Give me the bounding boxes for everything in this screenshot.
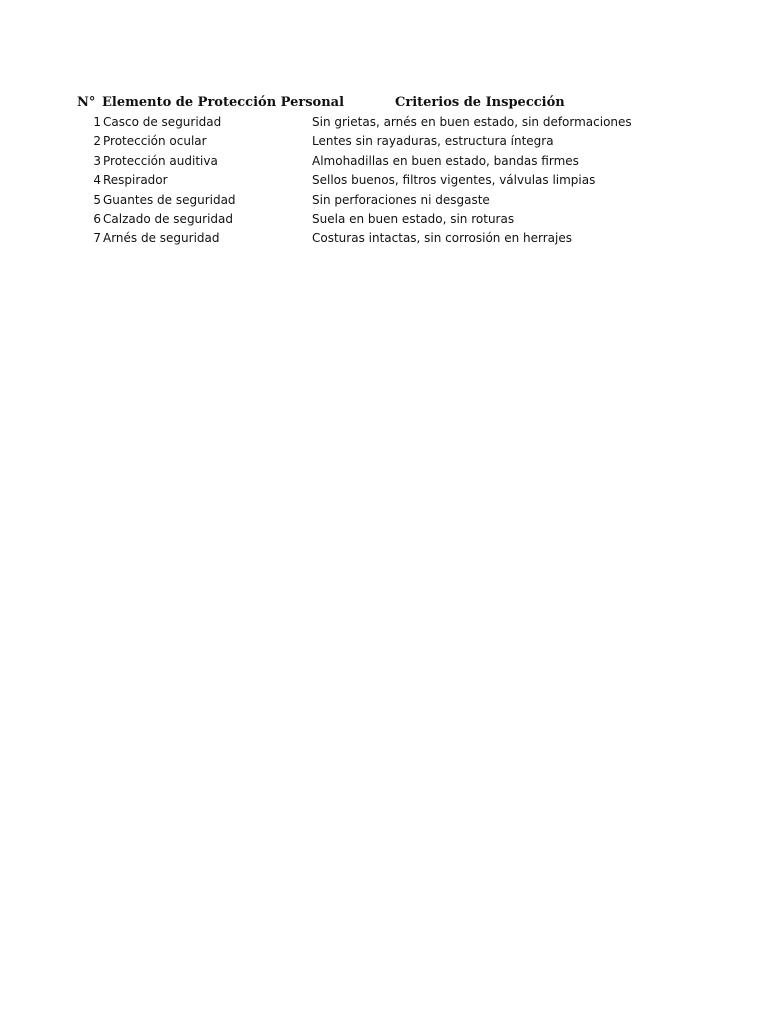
- header-element: Elemento de Protección Personal: [102, 95, 345, 110]
- row-criteria: Almohadillas en buen estado, bandas firmes: [312, 153, 579, 168]
- table-row: [74, 152, 634, 171]
- table-row: [74, 210, 634, 229]
- row-element: Respirador: [103, 173, 168, 188]
- row-element: Protección ocular: [103, 134, 207, 149]
- row-number: 5: [93, 192, 101, 207]
- header-number: N°: [77, 95, 96, 110]
- row-criteria: Sin grietas, arnés en buen estado, sin deformaciones: [312, 115, 632, 129]
- table-row: [74, 191, 634, 210]
- table-row: [74, 171, 634, 190]
- table-row: [74, 229, 634, 248]
- row-element: Protección auditiva: [103, 153, 218, 168]
- row-number: 3: [93, 153, 101, 168]
- row-criteria: Sellos buenos, filtros vigentes, válvulas limpias: [312, 173, 596, 188]
- row-element: Calzado de seguridad: [103, 211, 234, 226]
- header-criteria: Criterios de Inspección: [395, 95, 565, 110]
- row-element: Arnés de seguridad: [103, 231, 220, 246]
- row-criteria: Suela en buen estado, sin roturas: [312, 211, 515, 226]
- row-number: 4: [93, 173, 101, 188]
- ppe-inspection-table: [74, 93, 634, 249]
- row-number: 7: [93, 231, 101, 246]
- table-row: [74, 132, 634, 151]
- table-row: [74, 113, 634, 132]
- row-number: 2: [93, 134, 101, 149]
- row-criteria: Lentes sin rayaduras, estructura íntegra: [312, 134, 554, 149]
- row-element: Guantes de seguridad: [103, 192, 236, 207]
- table-header-row: [74, 93, 634, 113]
- row-criteria: Sin perforaciones ni desgaste: [312, 192, 490, 207]
- row-element: Casco de seguridad: [103, 115, 222, 129]
- row-criteria: Costuras intactas, sin corrosión en herrajes: [312, 231, 572, 246]
- row-number: 1: [93, 115, 101, 129]
- row-number: 6: [93, 211, 101, 226]
